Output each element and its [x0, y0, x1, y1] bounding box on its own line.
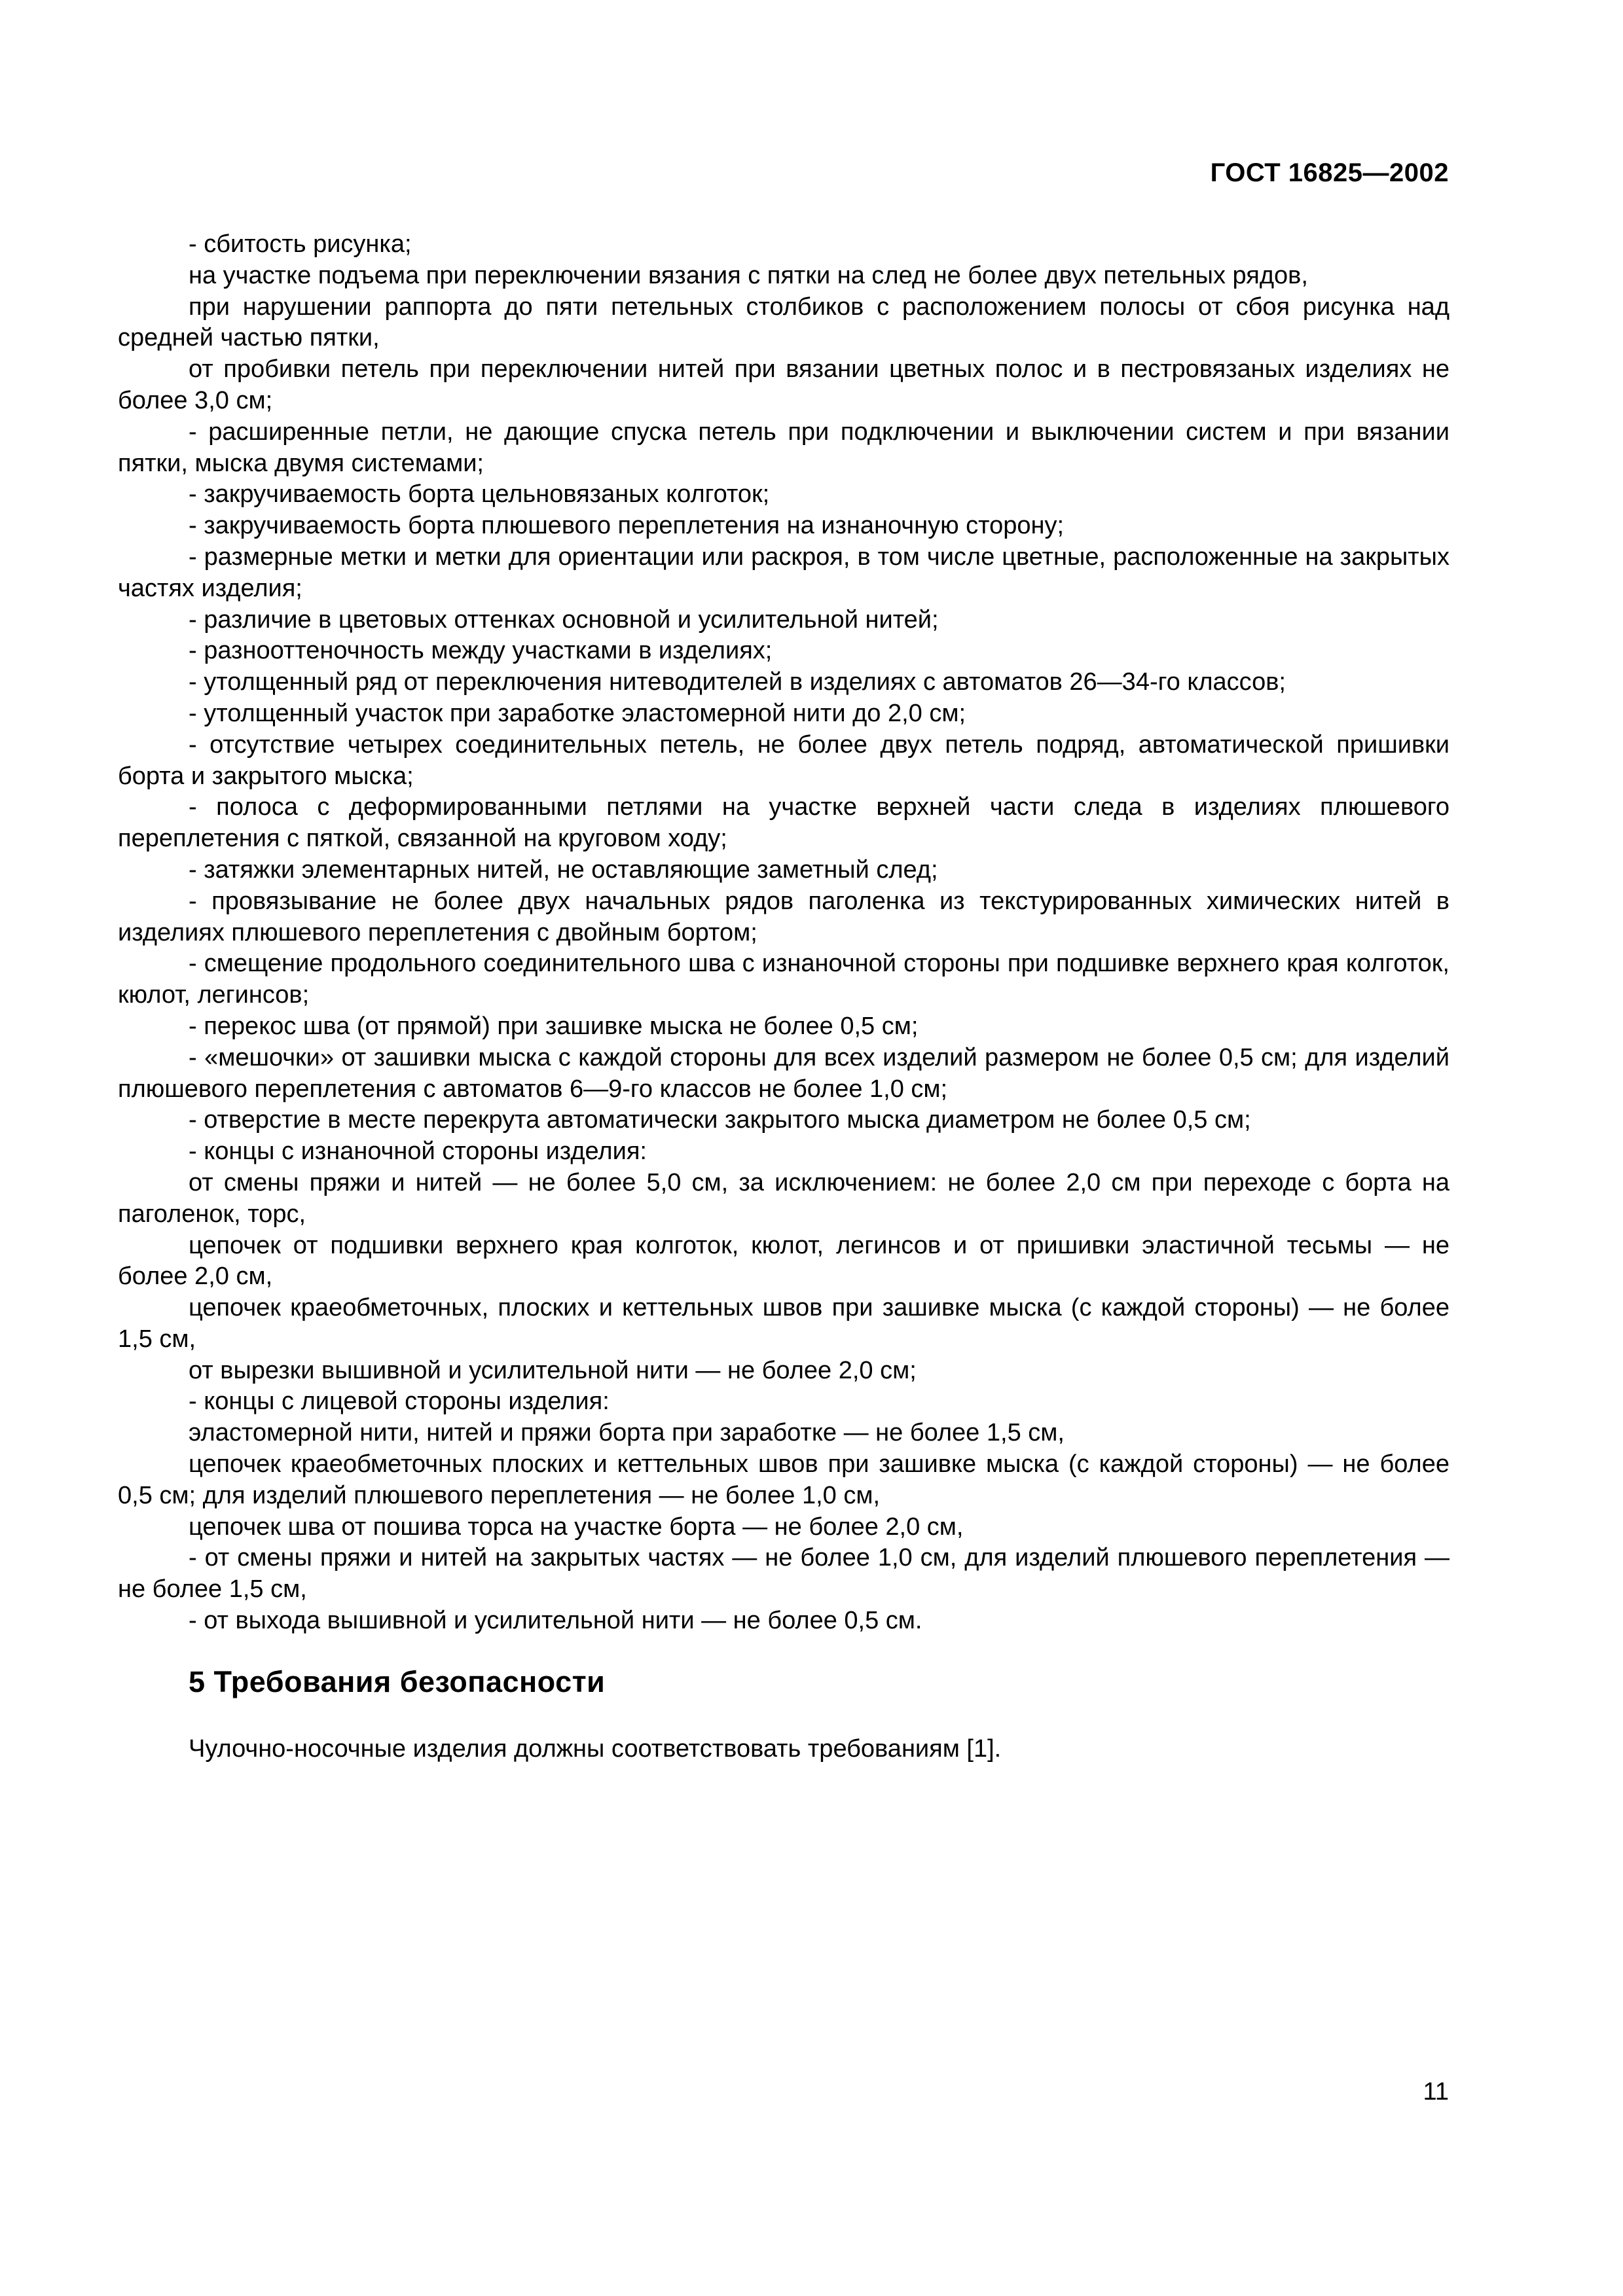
paragraph: - утолщенный участок при заработке эластомерной нити до 2,0 см; — [189, 699, 966, 727]
paragraph: - полоса с деформированными петлями на участке верхней части следа в изделиях плюшевого переплетения с пяткой, связанной на круговом ходу; — [118, 793, 1450, 853]
paragraph: - концы с лицевой стороны изделия: — [189, 1388, 610, 1416]
paragraph: - размерные метки и метки для ориентации или раскроя, в том числе цветные, расположенные на закрытых частях изделия; — [118, 543, 1450, 602]
paragraph: от вырезки вышивной и усилительной нити — не более 2,0 см; — [189, 1356, 917, 1384]
paragraph: эластомерной нити, нитей и пряжи борта при заработке — не более 1,5 см, — [189, 1419, 1065, 1447]
document-code: ГОСТ 16825—2002 — [1210, 158, 1449, 187]
paragraph: цепочек от подшивки верхнего края колготок, кюлот, легинсов и от пришивки эластичной тесьмы — не более 2,0 см, — [118, 1231, 1450, 1291]
paragraph: - смещение продольного соединительного шва с изнаночной стороны при подшивке верхнего края колготок, кюлот, легинсов; — [118, 950, 1450, 1009]
paragraph: - отверстие в месте перекрута автоматически закрытого мыска диаметром не более 0,5 см; — [189, 1106, 1251, 1134]
paragraph: от смены пряжи и нитей — не более 5,0 см, за исключением: не более 2,0 см при переходе с борта на паголенок, торс, — [118, 1168, 1450, 1228]
paragraph: - от смены пряжи и нитей на закрытых частях — не более 1,0 см, для изделий плюшевого переплетения — не более 1,5 см, — [118, 1544, 1450, 1604]
paragraph: при нарушении раппорта до пяти петельных столбиков с расположением полосы от сбоя рисунка над средней частью пятки, — [118, 293, 1450, 352]
paragraph: - «мешочки» от зашивки мыска с каждой стороны для всех изделий размером не более 0,5 см; для изделий плюшевого переплетения с автоматов 6—9-го классов не более 1,0 см; — [118, 1043, 1450, 1103]
paragraph: - концы с изнаночной стороны изделия: — [189, 1138, 647, 1166]
section-body-paragraph: Чулочно-носочные изделия должны соответствовать требованиям [1]. — [189, 1734, 1002, 1763]
paragraph: - провязывание не более двух начальных рядов паголенка из текстурированных химических нитей в изделиях плюшевого переплетения с двойным бортом; — [118, 887, 1450, 946]
paragraph: - закручиваемость борта плюшевого переплетения на изнаночную сторону; — [189, 512, 1065, 540]
paragraph: - расширенные петли, не дающие спуска петель при подключении и выключении систем и при вязании пятки, мыска двумя системами; — [118, 418, 1450, 477]
paragraph: - затяжки элементарных нитей, не оставляющие заметный след; — [189, 855, 938, 884]
paragraph: цепочек краеобметочных плоских и кеттельных швов при зашивке мыска (с каждой стороны) — не более 0,5 см; для изделий плюшевого переплетения — не более 1,0 см, — [118, 1450, 1450, 1509]
paragraph: - отсутствие четырех соединительных петель, не более двух петель подряд, автоматической пришивки борта и закрытого мыска; — [118, 730, 1450, 790]
paragraph: - закручиваемость борта цельновязаных колготок; — [189, 480, 770, 509]
section-heading: 5 Требования безопасности — [189, 1664, 606, 1698]
page-number: 11 — [1423, 2078, 1449, 2106]
paragraph: цепочек шва от пошива торса на участке борта — не более 2,0 см, — [189, 1513, 964, 1541]
paragraph: цепочек краеобметочных, плоских и кеттельных швов при зашивке мыска (с каждой стороны) — не более 1,5 см, — [118, 1294, 1450, 1353]
paragraph: - различие в цветовых оттенках основной и усилительной нитей; — [189, 605, 939, 634]
document-content — [118, 229, 1450, 1765]
paragraph: от пробивки петель при переключении нитей при вязании цветных полос и в пестровязаных изделиях не более 3,0 см; — [118, 355, 1450, 414]
paragraph: - утолщенный ряд от переключения нитеводителей в изделиях с автоматов 26—34-го классов; — [189, 668, 1286, 696]
paragraph: - сбитость рисунка; — [189, 230, 412, 258]
paragraph: на участке подъема при переключении вязания с пятки на след не более двух петельных рядов, — [189, 261, 1308, 289]
paragraph: - разнооттеночность между участками в изделиях; — [189, 637, 773, 665]
paragraph: - перекос шва (от прямой) при зашивке мыска не более 0,5 см; — [189, 1012, 919, 1040]
paragraph: - от выхода вышивной и усилительной нити — не более 0,5 см. — [189, 1607, 922, 1635]
